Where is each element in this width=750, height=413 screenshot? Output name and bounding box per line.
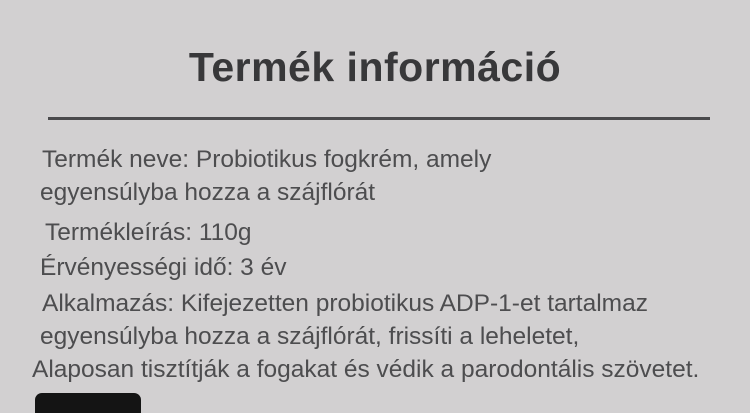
page-title: Termék információ	[188, 44, 562, 90]
title-divider-rule	[48, 117, 710, 120]
product-description-line: Termékleírás: 110g	[45, 219, 252, 246]
partial-dark-element-bottom	[35, 393, 141, 413]
product-name-line-2: egyensúlyba hozza a szájflórát	[40, 179, 376, 206]
application-line-1: Alkalmazás: Kifejezetten probiotikus ADP-1-et tartalmaz	[42, 290, 648, 317]
application-line-2: egyensúlyba hozza a szájflórát, frissíti a leheletet,	[40, 323, 580, 350]
validity-period-line: Érvényességi idő: 3 év	[40, 254, 287, 281]
product-info-text	[32, 143, 750, 386]
application-line-3: Alaposan tisztítják a fogakat és védik a parodontális szövetet.	[32, 356, 700, 383]
product-name-line-1: Termék neve: Probiotikus fogkrém, amely	[42, 146, 492, 173]
